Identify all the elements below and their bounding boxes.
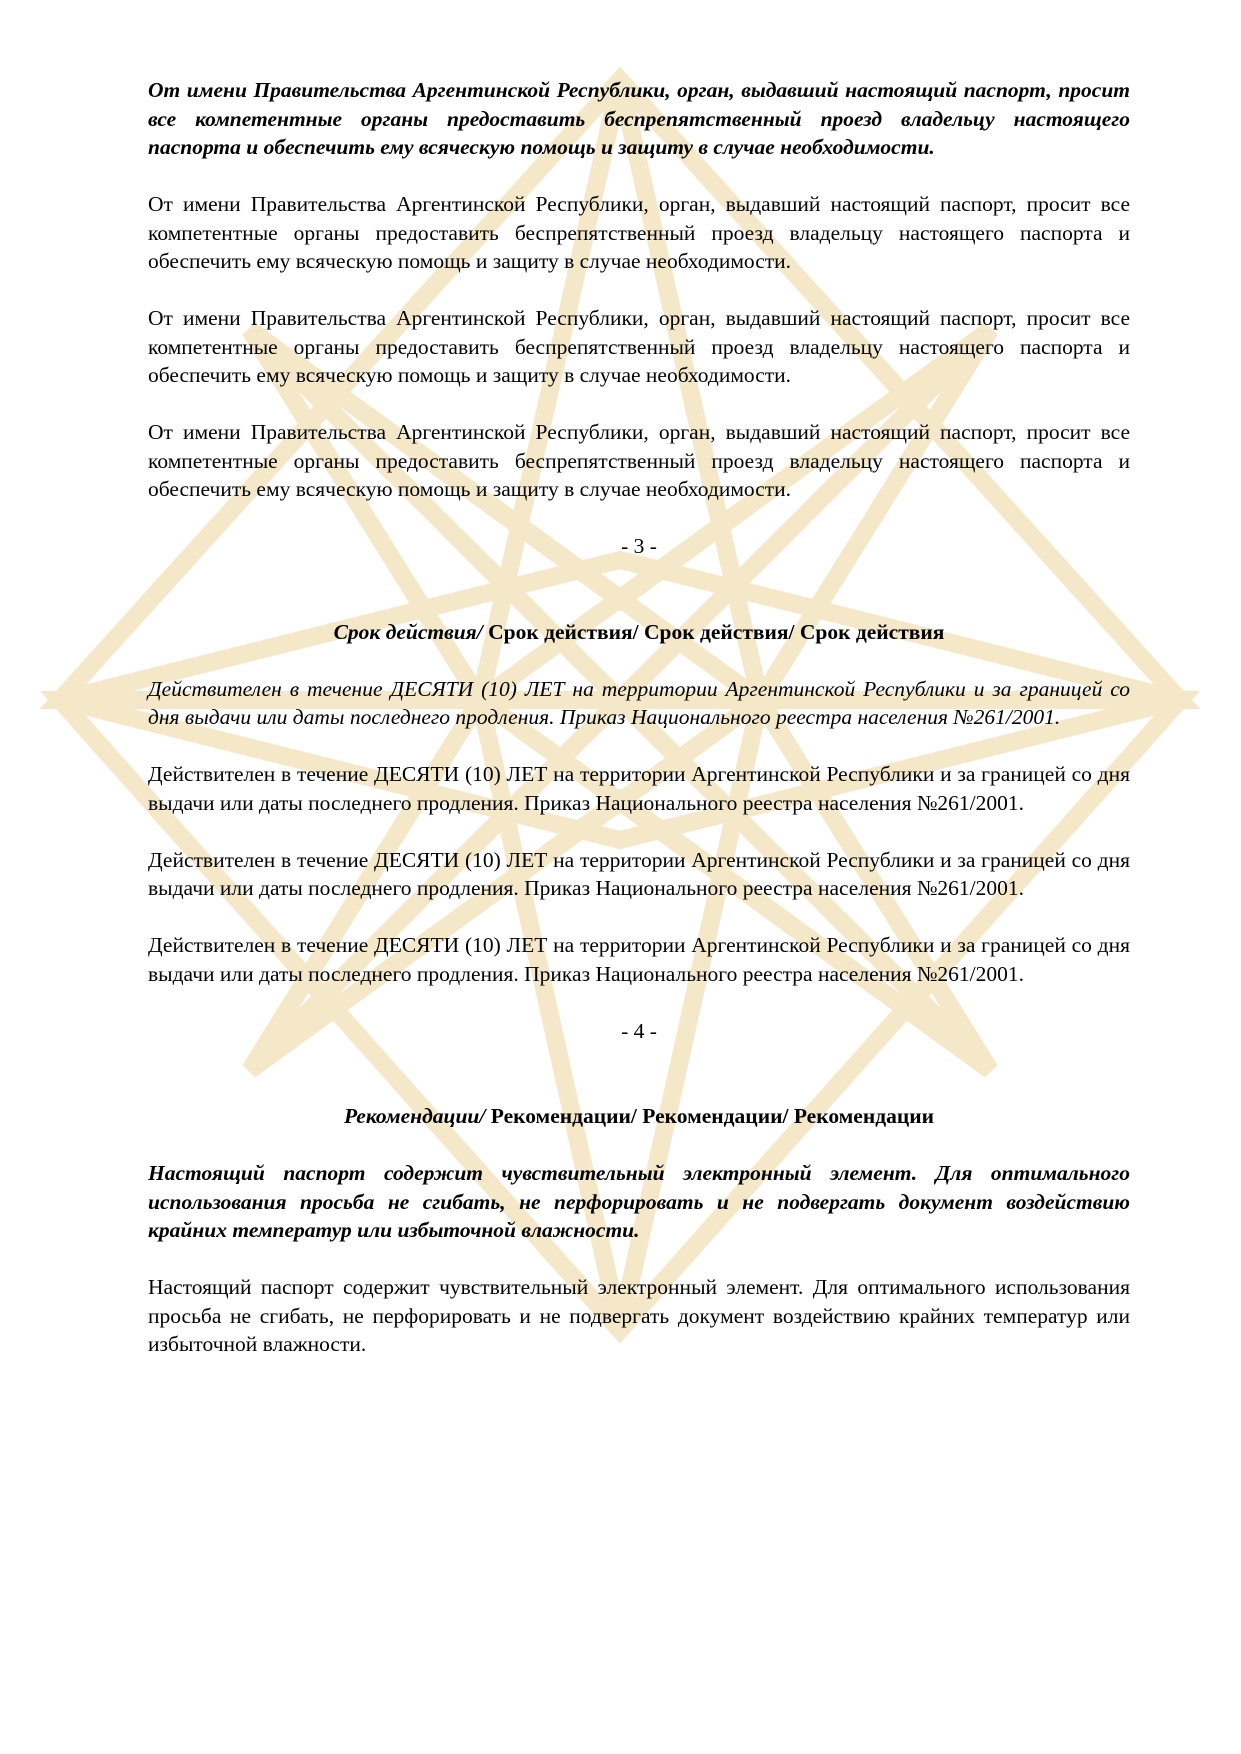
validity-heading-rest: Срок действия/ Срок действия/ Срок действия: [482, 619, 945, 644]
validity-heading: [148, 618, 1130, 647]
recommendations-heading-italic: Рекомендации/: [343, 1104, 486, 1128]
page4-paragraph-3: Действителен в течение ДЕСЯТИ (10) ЛЕТ на территории Аргентинской Республики и за границей со дня выдачи или даты последнего продления. Приказ Национального реестра населения №261/2001.: [148, 933, 1130, 986]
recommendations-paragraph-bold-italic: Настоящий паспорт содержит чувствительный электронный элемент. Для оптимального использования просьба не сгибать, не перфорировать и не подвергать документ воздействию крайних температур или избыточной влажности.: [148, 1161, 1130, 1242]
recommendations-paragraph-1: Настоящий паспорт содержит чувствительный электронный элемент. Для оптимального использования просьба не сгибать, не перфорировать и не подвергать документ воздействию крайних температур или избыточной влажности.: [148, 1275, 1130, 1356]
document-page: [148, 76, 1130, 1359]
validity-heading-italic: Срок действия/: [333, 619, 483, 644]
page-number-3: - 3 -: [621, 534, 657, 558]
page3-paragraph-1: От имени Правительства Аргентинской Республики, орган, выдавший настоящий паспорт, просит все компетентные органы предоставить беспрепятственный проезд владельцу настоящего паспорта и обеспечить ему всяческую помощь и защиту в случае необходимости.: [148, 192, 1130, 273]
page4-paragraph-1: Действителен в течение ДЕСЯТИ (10) ЛЕТ на территории Аргентинской Республики и за границей со дня выдачи или даты последнего продления. Приказ Национального реестра населения №261/2001.: [148, 762, 1130, 815]
page3-paragraph-3: От имени Правительства Аргентинской Республики, орган, выдавший настоящий паспорт, просит все компетентные органы предоставить беспрепятственный проезд владельцу настоящего паспорта и обеспечить ему всяческую помощь и защиту в случае необходимости.: [148, 420, 1130, 501]
recommendations-heading: [148, 1102, 1130, 1131]
recommendations-heading-rest: Рекомендации/ Рекомендации/ Рекомендации: [485, 1104, 935, 1128]
page-number-4: - 4 -: [621, 1018, 657, 1043]
page3-paragraph-bold-italic: От имени Правительства Аргентинской Республики, орган, выдавший настоящий паспорт, просит все компетентные органы предоставить беспрепятственный проезд владельцу настоящего паспорта и обеспечить ему всяческую помощь и защиту в случае необходимости.: [148, 78, 1130, 159]
page4-paragraph-italic: Действителен в течение ДЕСЯТИ (10) ЛЕТ на территории Аргентинской Республики и за границей со дня выдачи или даты последнего продления. Приказ Национального реестра населения №261/2001.: [148, 676, 1130, 729]
page4-paragraph-2: Действителен в течение ДЕСЯТИ (10) ЛЕТ на территории Аргентинской Республики и за границей со дня выдачи или даты последнего продления. Приказ Национального реестра населения №261/2001.: [148, 847, 1130, 900]
page3-paragraph-2: От имени Правительства Аргентинской Республики, орган, выдавший настоящий паспорт, просит все компетентные органы предоставить беспрепятственный проезд владельцу настоящего паспорта и обеспечить ему всяческую помощь и защиту в случае необходимости.: [148, 306, 1130, 387]
